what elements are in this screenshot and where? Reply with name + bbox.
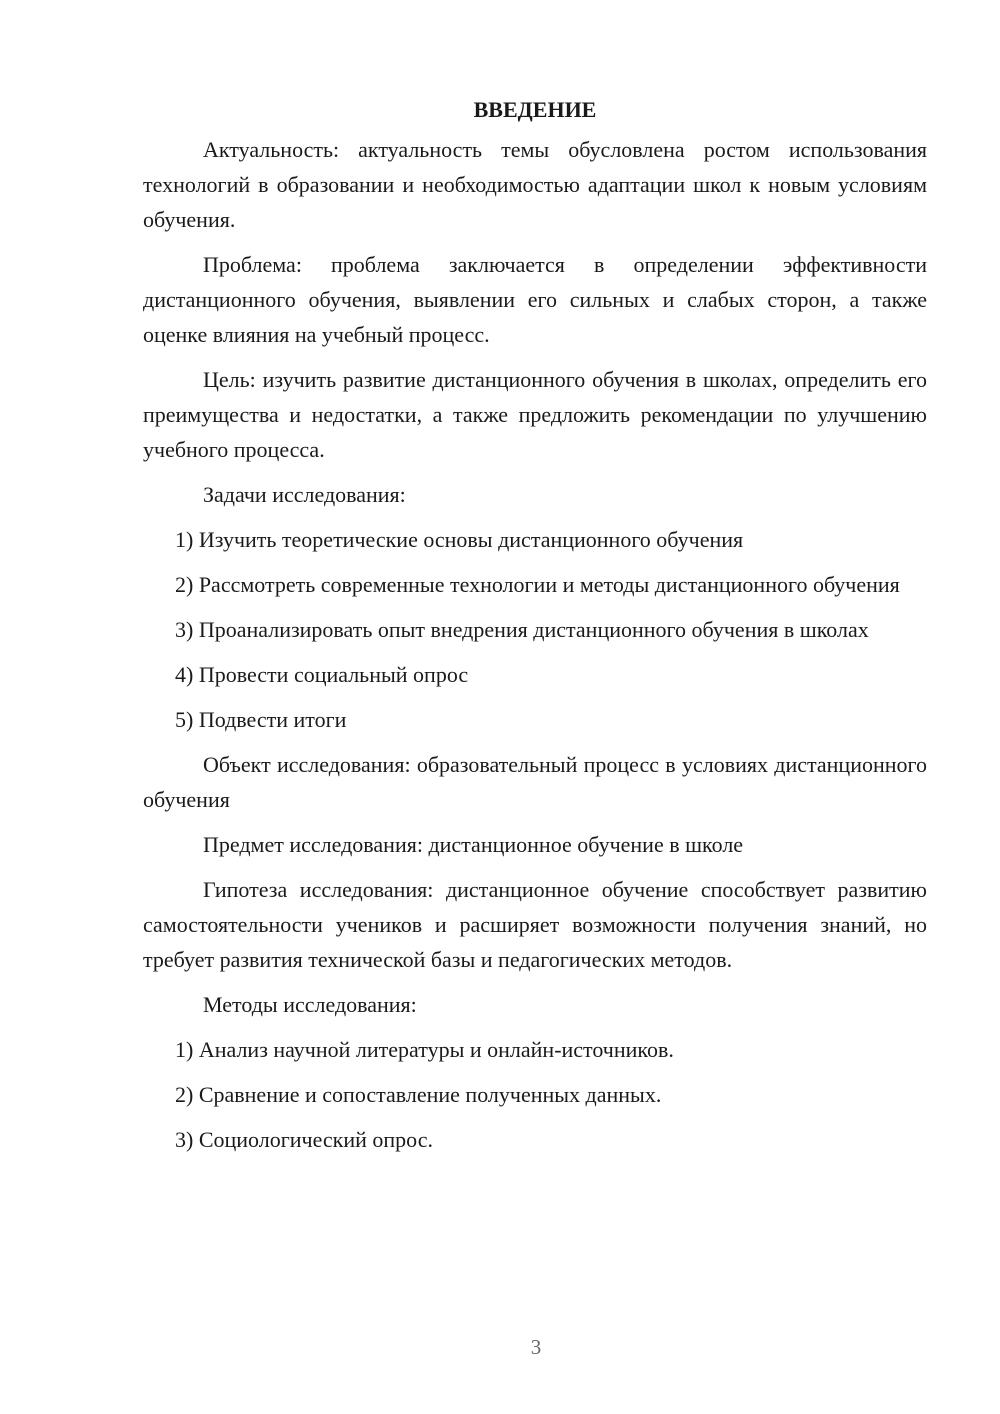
hypothesis-paragraph: Гипотеза исследования: дистанционное обучение способствует развитию самостоятельности учеников и расширяет возможности получения знаний, но требует развития технической базы и педагогических методов. [143, 877, 927, 972]
task-item-1: 1) Изучить теоретические основы дистанционного обучения [175, 527, 744, 552]
method-item-1: 1) Анализ научной литературы и онлайн-источников. [175, 1037, 674, 1062]
page-number: 3 [530, 1335, 542, 1359]
tasks-heading: Задачи исследования: [203, 482, 406, 507]
relevance-paragraph: Актуальность: актуальность темы обусловлена ростом использования технологий в образовании и необходимостью адаптации школ к новым условиям обучения. [143, 137, 927, 232]
document-body [143, 92, 927, 1167]
method-item-3: 3) Социологический опрос. [175, 1127, 433, 1152]
task-item-3: 3) Проанализировать опыт внедрения дистанционного обучения в школах [175, 617, 869, 642]
task-item-2: 2) Рассмотреть современные технологии и методы дистанционного обучения [175, 572, 900, 597]
subject-paragraph: Предмет исследования: дистанционное обучение в школе [203, 832, 744, 857]
problem-paragraph: Проблема: проблема заключается в определении эффективности дистанционного обучения, выявлении его сильных и слабых сторон, а также оценке влияния на учебный процесс. [143, 252, 927, 347]
object-paragraph: Объект исследования: образовательный процесс в условиях дистанционного обучения [143, 752, 927, 812]
methods-heading: Методы исследования: [203, 992, 417, 1017]
goal-paragraph: Цель: изучить развитие дистанционного обучения в школах, определить его преимущества и недостатки, а также предложить рекомендации по улучшению учебного процесса. [143, 367, 927, 462]
section-title: ВВЕДЕНИЕ [473, 97, 597, 122]
task-item-5: 5) Подвести итоги [175, 707, 347, 732]
method-item-2: 2) Сравнение и сопоставление полученных данных. [175, 1082, 662, 1107]
task-item-4: 4) Провести социальный опрос [175, 662, 469, 687]
